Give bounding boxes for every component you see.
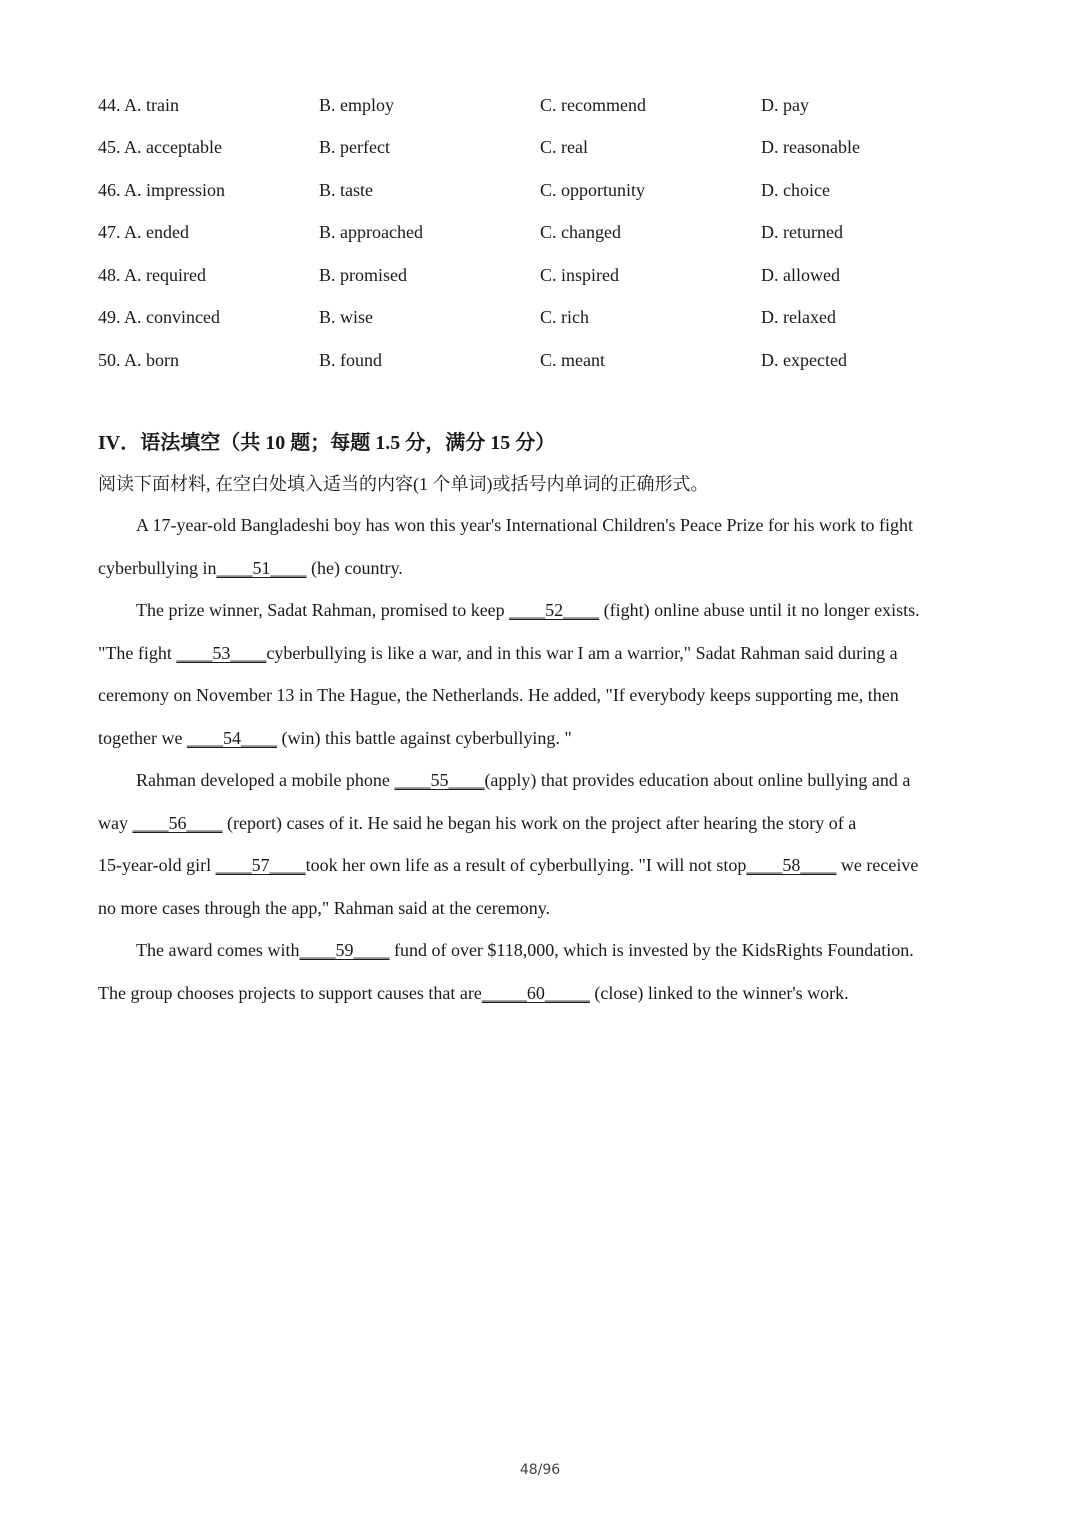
section-instruction: 阅读下面材料, 在空白处填入适当的内容(1 个单词)或括号内单词的正确形式。 [98,474,709,494]
option-c: C. opportunity [540,179,646,200]
passage-text: way [98,812,133,833]
answer-options-table [98,84,982,382]
passage-text: together we [98,727,187,748]
option-d: D. relaxed [761,307,836,328]
fill-in-blank: _____60_____ [481,982,590,1003]
option-a: 50. A. born [98,349,180,370]
passage-text: The award comes with [136,940,300,960]
option-d: D. pay [761,94,809,115]
option-c: C. rich [540,307,589,328]
option-b: B. employ [319,94,394,115]
option-c: C. meant [540,349,605,370]
option-a: 48. A. required [98,264,206,285]
passage-text: cyberbullying in [98,557,217,578]
option-a: 47. A. ended [98,222,189,243]
option-row [98,339,982,382]
fill-in-blank: ____52____ [509,600,600,620]
fill-in-blank: ____54____ [186,727,277,748]
passage-text: (fight) online abuse until it no longer exists. [599,600,920,620]
passage-text: (close) linked to the winner's work. [589,982,849,1003]
passage-line [98,759,982,802]
passage-line [98,844,982,887]
passage-line [98,674,982,717]
passage-text: (win) this battle against cyberbullying. " [276,727,572,748]
option-row [98,169,982,212]
passage-text: The prize winner, Sadat Rahman, promised to keep [136,600,510,620]
passage-line [98,972,982,1015]
option-row [98,254,982,297]
passage-text: "The fight [98,642,177,663]
passage-text: A 17-year-old Bangladeshi boy has won this year's International Children's Peace Prize for his work to fight [136,515,913,535]
passage-text: cyberbullying is like a war, and in this war I am a warrior," Sadat Rahman said during a [266,642,898,663]
passage-text: took her own life as a result of cyberbullying. "I will not stop [305,855,747,875]
option-a: 44. A. train [98,94,179,115]
passage-line [98,504,982,547]
option-d: D. expected [761,349,847,370]
passage-line [98,589,982,632]
option-d: D. allowed [761,264,840,285]
fill-in-blank: ____55____ [394,770,485,790]
option-d: D. reasonable [761,137,860,158]
option-b: B. found [319,349,382,370]
passage-text: (report) cases of it. He said he began his work on the project after hearing the story of a [222,812,857,833]
passage-text: (he) country. [306,557,403,578]
passage-line [98,632,982,675]
option-row [98,127,982,170]
passage-text: we receive [836,855,919,875]
option-b: B. perfect [319,137,390,158]
reading-passage [98,504,982,1014]
option-b: B. wise [319,307,373,328]
fill-in-blank: ____53____ [176,642,267,663]
passage-text: (apply) that provides education about online bullying and a [484,770,911,790]
fill-in-blank: ____58____ [746,855,837,875]
option-b: B. promised [319,264,407,285]
passage-text: 15-year-old girl [98,855,216,875]
passage-line [98,547,982,590]
option-d: D. returned [761,222,843,243]
option-b: B. approached [319,222,423,243]
section-title: IV．语法填空（共 10 题；每题 1.5 分，满分 15 分） [98,432,556,454]
option-c: C. real [540,137,588,158]
option-c: C. inspired [540,264,619,285]
passage-line [98,717,982,760]
fill-in-blank: ____51____ [216,557,307,578]
passage-line [98,887,982,930]
fill-in-blank: ____59____ [299,940,390,960]
option-d: D. choice [761,179,830,200]
passage-text: ceremony on November 13 in The Hague, the Netherlands. He added, "If everybody keeps supporting me, then [98,685,899,705]
option-row [98,212,982,255]
fill-in-blank: ____57____ [215,855,306,875]
option-a: 45. A. acceptable [98,137,222,158]
fill-in-blank: ____56____ [132,812,223,833]
option-b: B. taste [319,179,373,200]
page-number: 48/96 [519,1462,561,1478]
passage-line [98,802,982,845]
passage-text: Rahman developed a mobile phone [136,770,395,790]
passage-text: The group chooses projects to support causes that are [98,982,482,1003]
passage-text: no more cases through the app," Rahman said at the ceremony. [98,897,551,918]
option-a: 46. A. impression [98,179,226,200]
option-row [98,297,982,340]
option-c: C. changed [540,222,621,243]
passage-text: fund of over $118,000, which is invested by the KidsRights Foundation. [389,940,914,960]
option-row [98,84,982,127]
option-c: C. recommend [540,94,646,115]
passage-line [98,929,982,972]
option-a: 49. A. convinced [98,307,220,328]
